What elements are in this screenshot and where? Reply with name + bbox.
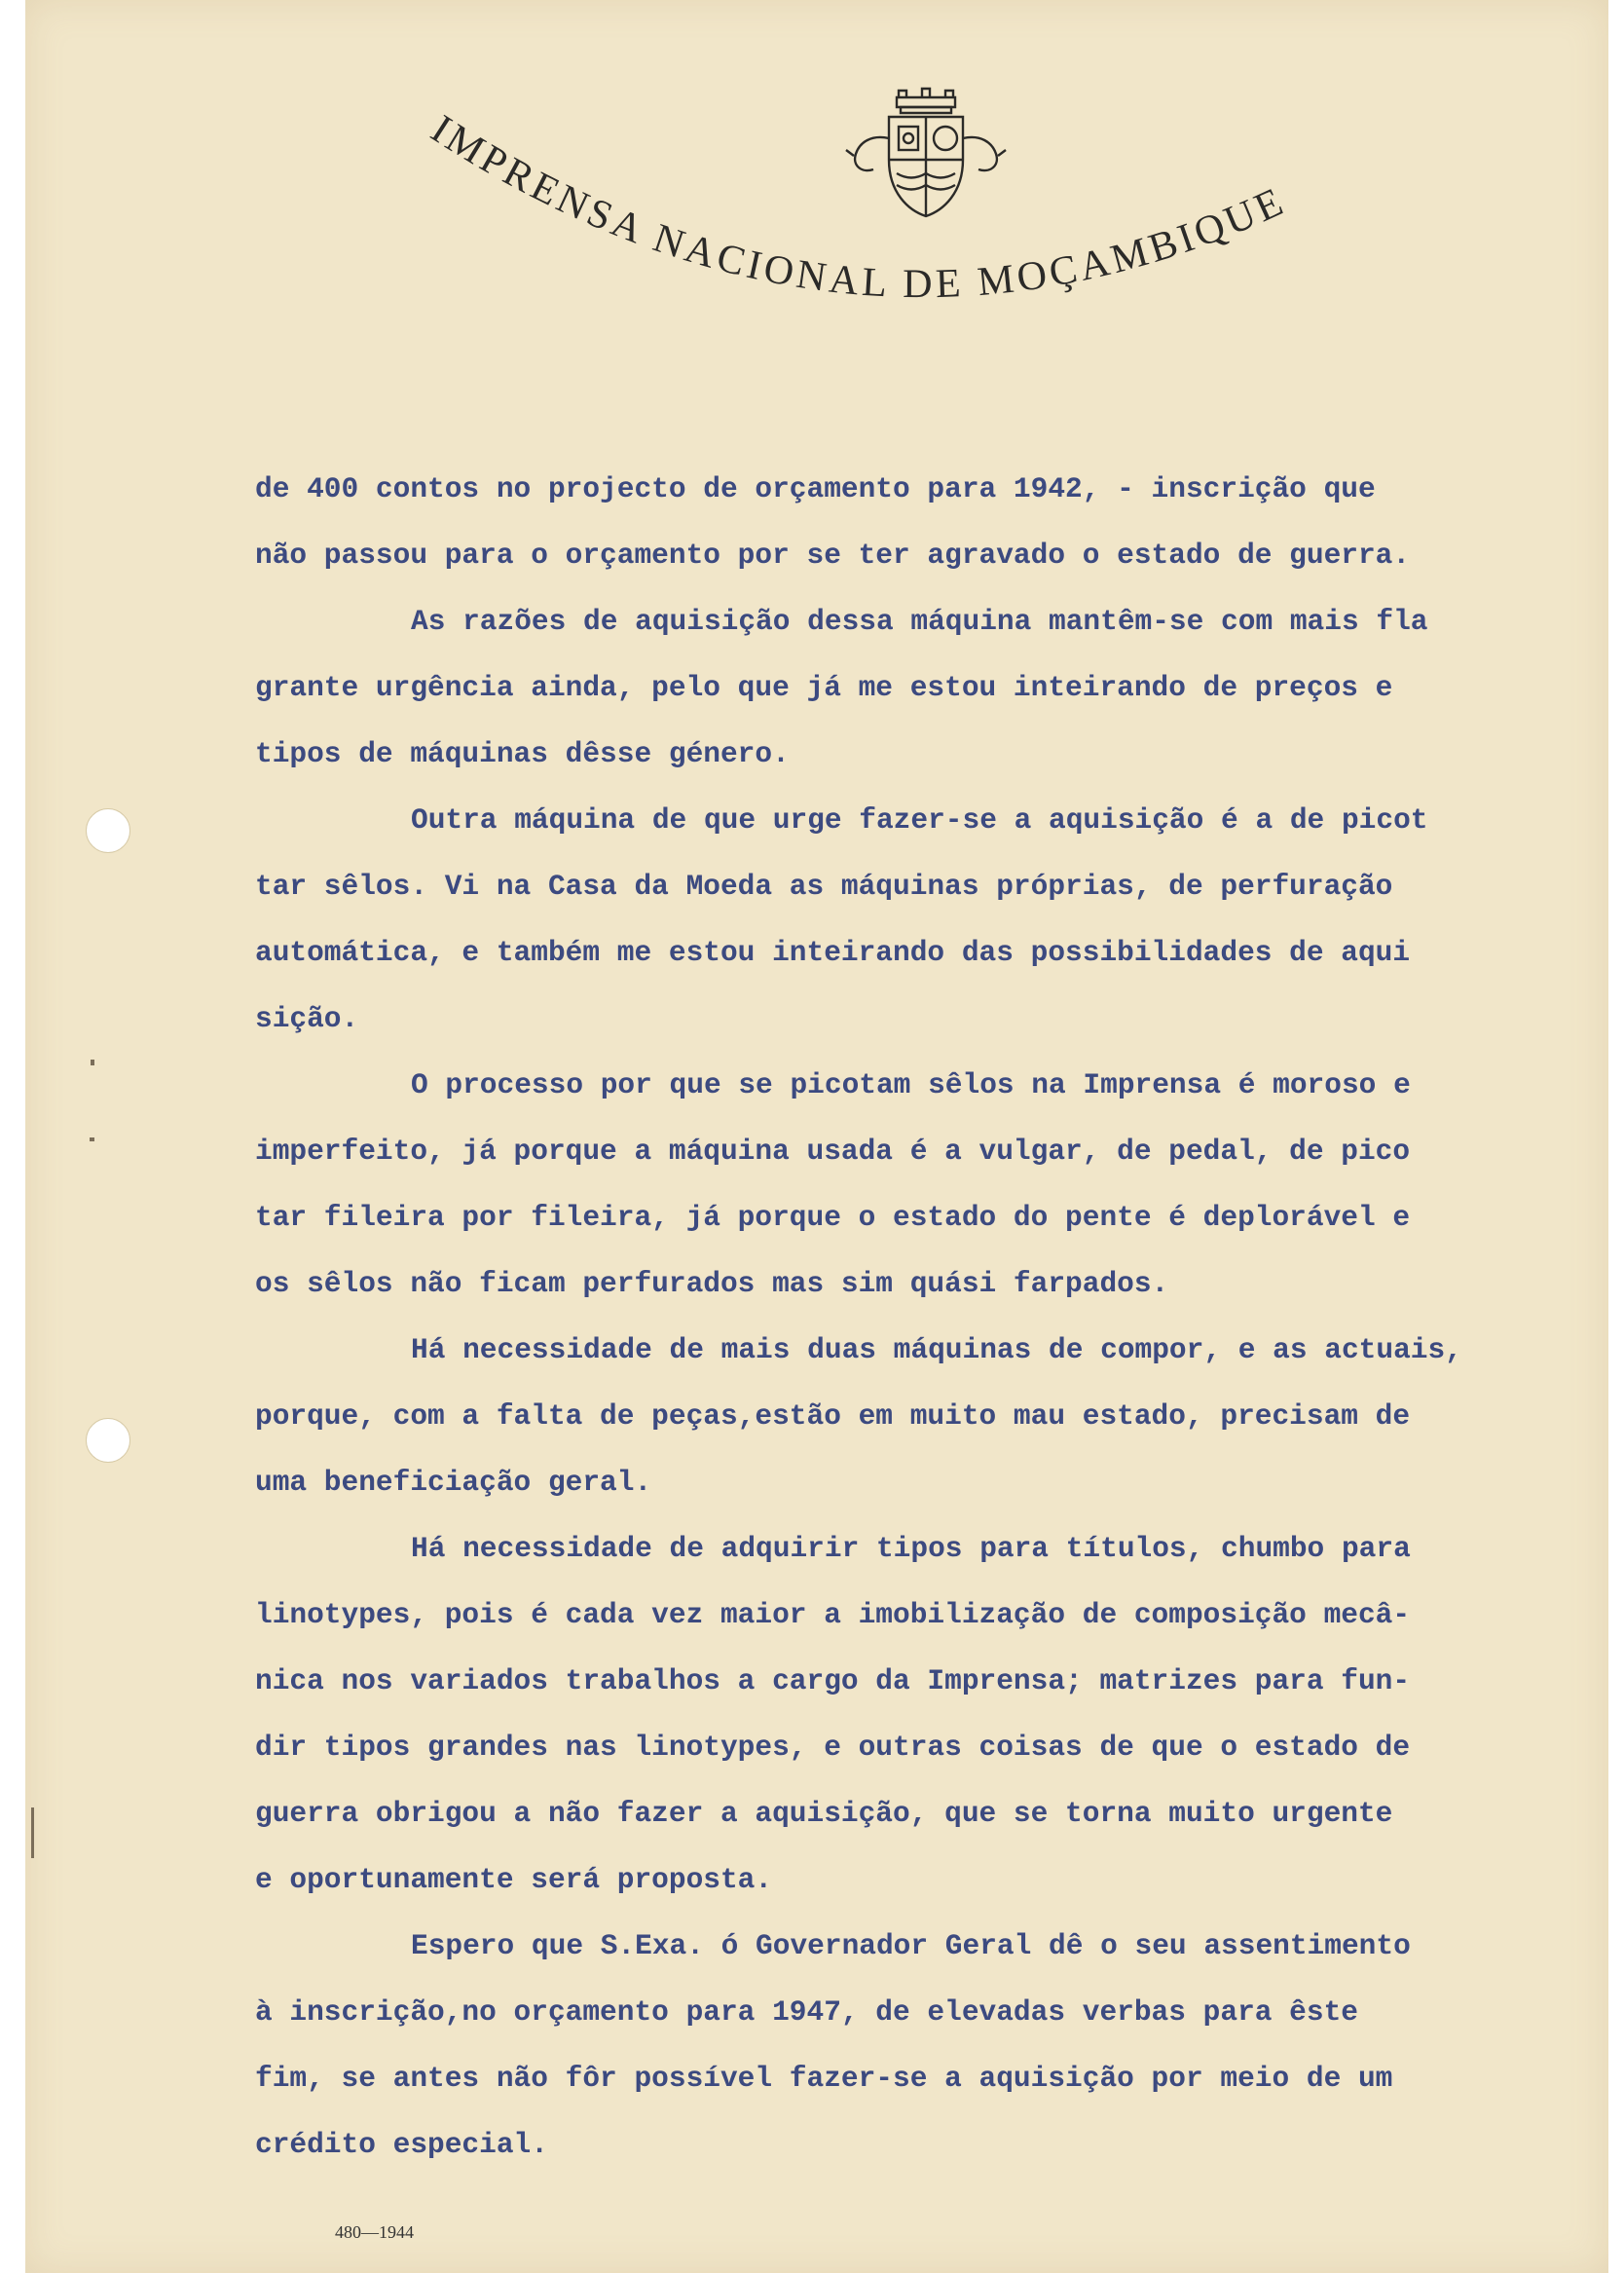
letter-body	[255, 456, 1579, 2178]
body-line: nica nos variados trabalhos a cargo da Imprensa; matrizes para fun-	[255, 1664, 1411, 1697]
body-line: tar fileira por fileira, já porque o estado do pente é deplorável e	[255, 1201, 1411, 1234]
paragraph-start: Outra máquina de que urge fazer-se a aquisição é a de picot	[411, 803, 1428, 837]
body-line: os sêlos não ficam perfurados mas sim quási farpados.	[255, 1267, 1169, 1300]
body-line: uma beneficiação geral.	[255, 1466, 652, 1499]
margin-mark	[31, 1807, 34, 1858]
body-line: de 400 contos no projecto de orçamento para 1942, - inscrição que	[255, 472, 1376, 505]
body-line: imperfeito, já porque a máquina usada é a vulgar, de pedal, de pico	[255, 1135, 1411, 1168]
paragraph-start: Há necessidade de adquirir tipos para títulos, chumbo para	[411, 1532, 1411, 1565]
body-line: linotypes, pois é cada vez maior a imobilização de composição mecâ-	[255, 1598, 1411, 1631]
margin-mark	[91, 1060, 94, 1065]
paragraph-start: As razões de aquisição dessa máquina mantêm-se com mais fla	[411, 605, 1428, 638]
body-line: automática, e também me estou inteirando das possibilidades de aqui	[255, 936, 1411, 969]
margin-mark	[90, 1137, 94, 1141]
letterhead	[0, 0, 1624, 351]
paragraph-start: Há necessidade de mais duas máquinas de compor, e as actuais,	[411, 1333, 1462, 1366]
body-line: e oportunamente será proposta.	[255, 1863, 773, 1896]
body-line: à inscrição,no orçamento para 1947, de elevadas verbas para êste	[255, 1995, 1358, 2029]
body-line: porque, com a falta de peças,estão em muito mau estado, precisam de	[255, 1399, 1411, 1433]
body-line: tipos de máquinas dêsse género.	[255, 737, 790, 770]
body-line: não passou para o orçamento por se ter agravado o estado de guerra.	[255, 539, 1411, 572]
body-line: grante urgência ainda, pelo que já me estou inteirando de preços e	[255, 671, 1393, 704]
paragraph-start: O processo por que se picotam sêlos na Imprensa é moroso e	[411, 1068, 1411, 1101]
paragraph-start: Espero que S.Exa. ó Governador Geral dê o seu assentimento	[411, 1929, 1411, 1962]
print-code: 480—1944	[335, 2222, 414, 2242]
body-line: crédito especial.	[255, 2128, 548, 2161]
punch-hole-bottom	[86, 1418, 130, 1463]
letterhead-title: IMPRENSA NACIONAL DE MOÇAMBIQUE	[423, 106, 1293, 308]
punch-hole-top	[86, 808, 130, 853]
body-line: sição.	[255, 1002, 359, 1035]
body-line: guerra obrigou a não fazer a aquisição, que se torna muito urgente	[255, 1797, 1393, 1830]
body-line: tar sêlos. Vi na Casa da Moeda as máquinas próprias, de perfuração	[255, 870, 1393, 903]
body-line: dir tipos grandes nas linotypes, e outras coisas de que o estado de	[255, 1731, 1411, 1764]
body-line: fim, se antes não fôr possível fazer-se a aquisição por meio de um	[255, 2062, 1393, 2095]
